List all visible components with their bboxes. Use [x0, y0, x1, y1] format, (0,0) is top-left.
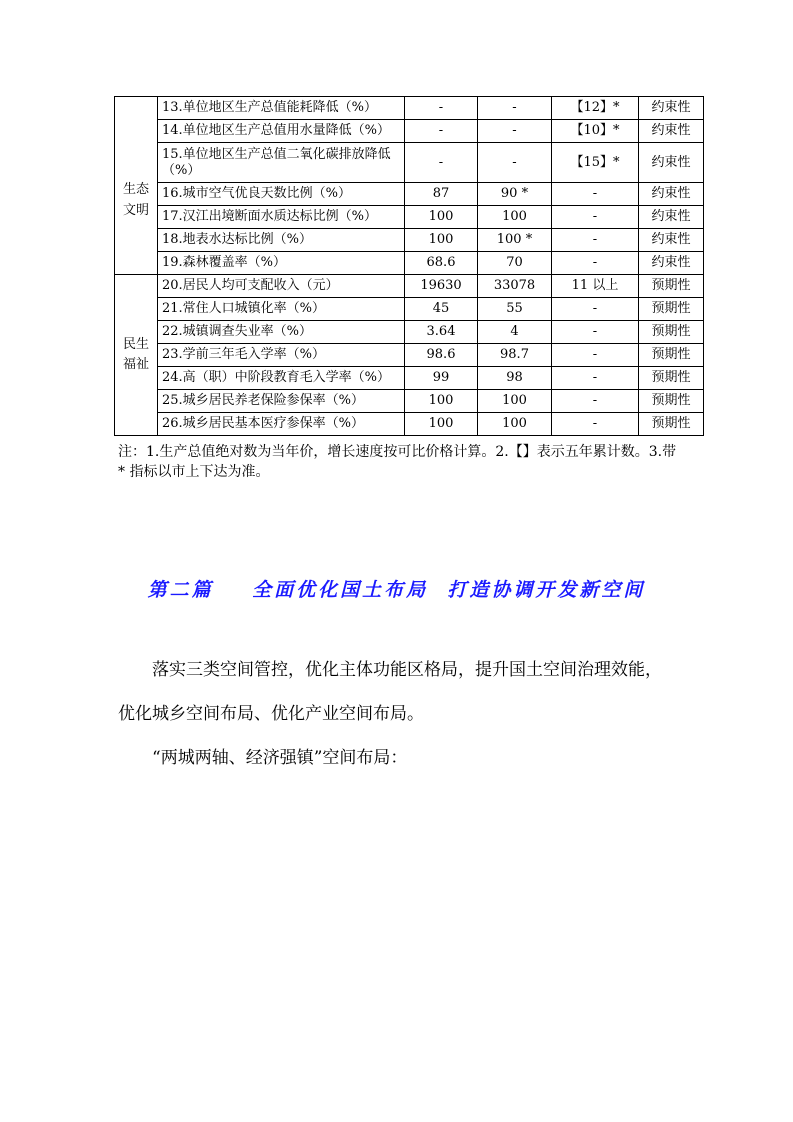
cumulative-value: 11 以上 [552, 275, 639, 298]
table-row [115, 97, 704, 120]
target-value: 98 [478, 367, 552, 390]
attribute: 约束性 [639, 206, 704, 229]
cumulative-value: - [552, 183, 639, 206]
attribute: 预期性 [639, 367, 704, 390]
target-value: - [478, 120, 552, 143]
cumulative-value: 【15】* [552, 143, 639, 183]
group-label-text: 民生 福祉 [122, 336, 149, 372]
indicator-name: 19.森林覆盖率（%） [158, 252, 405, 275]
table-row [115, 143, 704, 183]
attribute: 约束性 [639, 143, 704, 183]
target-value: - [478, 143, 552, 183]
base-value: - [405, 143, 478, 183]
attribute: 约束性 [639, 97, 704, 120]
table-row [115, 367, 704, 390]
table-row [115, 229, 704, 252]
group-label-text: 生态 文明 [122, 182, 149, 218]
attribute: 约束性 [639, 252, 704, 275]
cumulative-value: - [552, 252, 639, 275]
indicator-name: 25.城乡居民养老保险参保率（%） [158, 390, 405, 413]
target-value: 4 [478, 321, 552, 344]
body-paragraph: “两城两轴、经济强镇”空间布局： [152, 748, 408, 768]
base-value: 19630 [405, 275, 478, 298]
attribute: 约束性 [639, 120, 704, 143]
cumulative-value: - [552, 229, 639, 252]
base-value: 68.6 [405, 252, 478, 275]
attribute: 预期性 [639, 298, 704, 321]
target-value: 100 [478, 413, 552, 436]
indicator-name: 21.常住人口城镇化率（%） [158, 298, 405, 321]
cumulative-value: - [552, 367, 639, 390]
base-value: 45 [405, 298, 478, 321]
base-value: 3.64 [405, 321, 478, 344]
indicator-name: 15.单位地区生产总值二氧化碳排放降低（%） [158, 143, 405, 183]
base-value: 87 [405, 183, 478, 206]
target-value: 90 * [478, 183, 552, 206]
attribute: 预期性 [639, 390, 704, 413]
cumulative-value: - [552, 206, 639, 229]
indicator-name: 16.城市空气优良天数比例（%） [158, 183, 405, 206]
table-row [115, 252, 704, 275]
target-value: 100 * [478, 229, 552, 252]
target-value: 55 [478, 298, 552, 321]
indicator-name: 24.高（职）中阶段教育毛入学率（%） [158, 367, 405, 390]
indicator-name: 20.居民人均可支配收入（元） [158, 275, 405, 298]
indicator-name: 18.地表水达标比例（%） [158, 229, 405, 252]
attribute: 预期性 [639, 275, 704, 298]
indicator-name: 22.城镇调查失业率（%） [158, 321, 405, 344]
table-row [115, 120, 704, 143]
indicator-name: 14.单位地区生产总值用水量降低（%） [158, 120, 405, 143]
table-row [115, 183, 704, 206]
indicator-name: 26.城乡居民基本医疗参保率（%） [158, 413, 405, 436]
attribute: 约束性 [639, 229, 704, 252]
cumulative-value: 【10】* [552, 120, 639, 143]
target-value: 100 [478, 390, 552, 413]
target-value: 33078 [478, 275, 552, 298]
table-row [115, 275, 704, 298]
table-row [115, 344, 704, 367]
target-value: - [478, 97, 552, 120]
target-value: 70 [478, 252, 552, 275]
attribute: 预期性 [639, 321, 704, 344]
attribute: 预期性 [639, 413, 704, 436]
indicator-name: 13.单位地区生产总值能耗降低（%） [158, 97, 405, 120]
base-value: 100 [405, 206, 478, 229]
base-value: 99 [405, 367, 478, 390]
base-value: 100 [405, 390, 478, 413]
section-heading: 第二篇 全面优化国土布局 打造协调开发新空间 [147, 579, 646, 601]
group-label [115, 275, 158, 436]
base-value: - [405, 97, 478, 120]
cumulative-value: - [552, 390, 639, 413]
target-value: 98.7 [478, 344, 552, 367]
table-row [115, 390, 704, 413]
table-row [115, 413, 704, 436]
indicator-name: 17.汉江出境断面水质达标比例（%） [158, 206, 405, 229]
table-row [115, 298, 704, 321]
cumulative-value: - [552, 321, 639, 344]
target-value: 100 [478, 206, 552, 229]
attribute: 约束性 [639, 183, 704, 206]
body-paragraph: 落实三类空间管控，优化主体功能区格局，提升国土空间治理效能，优化城乡空间布局、优化产业空间布局。 [118, 660, 662, 724]
indicator-name: 23.学前三年毛入学率（%） [158, 344, 405, 367]
attribute: 预期性 [639, 344, 704, 367]
base-value: 100 [405, 229, 478, 252]
group-label [115, 97, 158, 275]
table-row [115, 321, 704, 344]
table-row [115, 206, 704, 229]
table-note: 注：1.生产总值绝对数为当年价，增长速度按可比价格计算。2.【】表示五年累计数。3.带 * 指标以市上下达为准。 [118, 444, 677, 480]
base-value: 98.6 [405, 344, 478, 367]
cumulative-value: 【12】* [552, 97, 639, 120]
cumulative-value: - [552, 413, 639, 436]
cumulative-value: - [552, 344, 639, 367]
indicator-table [114, 96, 704, 436]
base-value: 100 [405, 413, 478, 436]
base-value: - [405, 120, 478, 143]
cumulative-value: - [552, 298, 639, 321]
